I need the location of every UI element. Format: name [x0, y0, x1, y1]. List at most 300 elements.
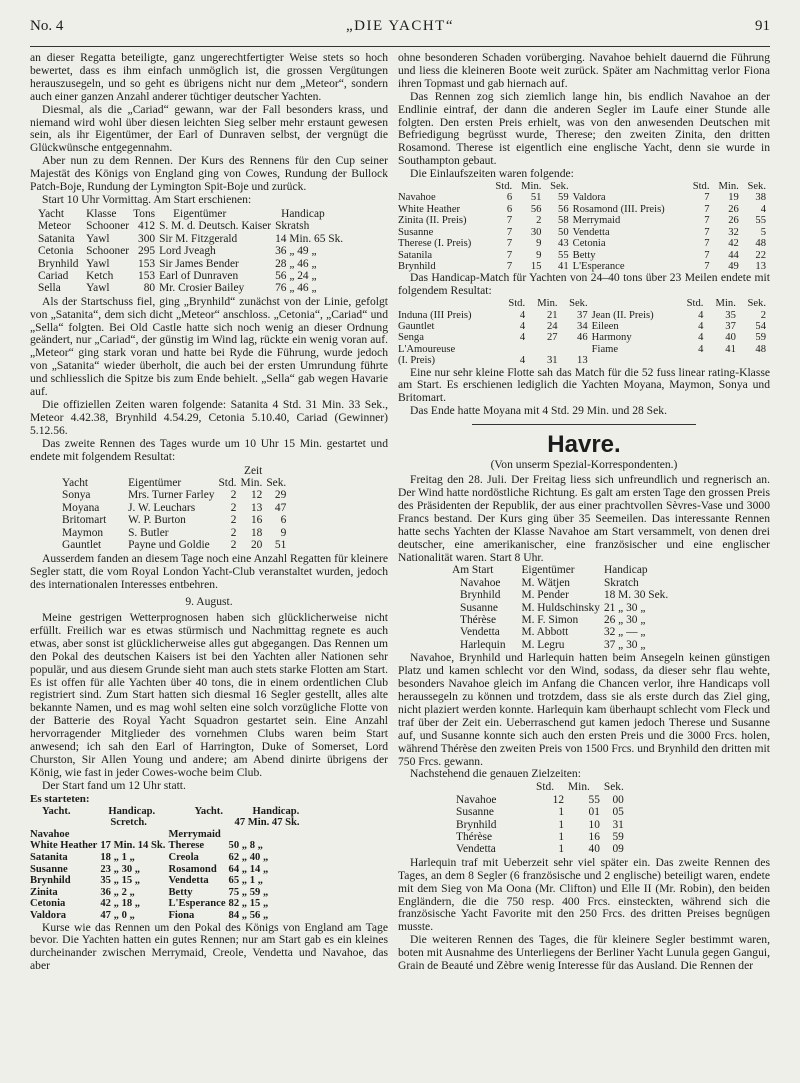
table-cell [562, 344, 592, 355]
table-cell: 6 [280, 514, 287, 527]
table-cell: Vendetta [572, 226, 610, 238]
col-header [398, 298, 501, 309]
table-cell: M. Huldschinsky [521, 601, 600, 614]
col-header: Std. [686, 298, 704, 310]
paragraph: Die Einlaufszeiten waren folgende: [410, 167, 574, 181]
table-cell: 18 [250, 526, 263, 539]
col-header: Min. [568, 781, 590, 794]
table-cell: Vendetta [460, 626, 500, 639]
table-cell: Navahoe [460, 576, 501, 589]
table-cell: M. Legru [521, 638, 565, 651]
table-cell: Sir M. Fitzgerald [159, 232, 238, 245]
col-header: Std. [536, 781, 555, 794]
table-cell: 2 [230, 501, 237, 514]
table-cell: Therese (I. Preis) [398, 238, 472, 250]
table-cell [592, 355, 680, 366]
table-cell: Earl of Dunraven [159, 269, 239, 282]
col-header: Am Start [452, 564, 494, 577]
table-cell: 51 [530, 192, 542, 204]
table-cell: Britomart [62, 514, 107, 527]
table-row [48, 514, 290, 526]
table-cell: 28 „ 46 „ [275, 257, 317, 270]
table-cell: (I. Preis) [398, 355, 436, 367]
table-cell: 37 [577, 309, 588, 321]
col-header: Handicap. [108, 805, 156, 817]
table-cell: Susanne [456, 806, 494, 819]
table-cell: 21 „ 30 „ [603, 601, 646, 614]
table-cell: 42 „ 18 „ [100, 898, 141, 910]
table-cell: 300 [138, 232, 156, 245]
table-cell: M. Pender [521, 589, 569, 602]
table-cell: 2 [230, 489, 237, 502]
table-cell: 7 [704, 260, 710, 272]
paragraph: Das Rennen zog sich ziemlich lange hin, bis endlich Navahoe an der Endlinie eintraf, der dann die anderen Segler im Laufe einer Stunde alle folgten. Den ersten Preis erhielt, was von den anwesenden Deutschen mit Befriedigung begrüsst wurde, Therese; den zweiten Zinita, den dritten Rosamond. Therese ist eigentlich eine englische Yacht, denn sie wurde in Southampton gebaut. [398, 89, 770, 168]
table-cell: 7 [704, 215, 710, 227]
table-cell: 56 [530, 203, 542, 215]
table-cell: Navahoe [456, 793, 497, 806]
table-cell: 2 [536, 215, 542, 227]
table-row [38, 245, 347, 257]
table-cell: Cetonia [572, 238, 606, 250]
table-cell: 7 [704, 238, 710, 250]
table-row [398, 355, 770, 366]
date-heading: 9. August. [185, 595, 233, 609]
table-cell: 412 [138, 220, 156, 233]
col-subheader: Scretch. [110, 817, 147, 829]
table-cell: 59 [558, 192, 569, 204]
table-cell [680, 355, 708, 366]
table-cell: 9 [536, 238, 542, 250]
table-cell: 17 Min. 14 Sk. [100, 840, 166, 852]
col-header [573, 181, 689, 192]
table-cell: 76 „ 46 „ [275, 282, 317, 295]
table-cell: 19 [728, 192, 739, 204]
table-cell: 35 [725, 309, 736, 321]
table-cell: 82 „ 15 „ [228, 898, 269, 910]
col-header: Yacht. [194, 805, 223, 817]
table-cell: 31 [546, 355, 558, 367]
table-cell: Jean (II. Preis) [591, 309, 654, 321]
table-cell: Brynhild [456, 818, 497, 831]
table-cell: 4 [698, 332, 704, 344]
table-cell: Harlequin [460, 638, 506, 651]
table-row [398, 321, 770, 332]
table-row [38, 282, 347, 294]
col-header: Handicap [281, 207, 325, 220]
issue-number: No. 4 [30, 18, 64, 34]
section-title: Havre. [547, 431, 621, 459]
table-row [398, 310, 770, 321]
table-cell: Satanila [398, 249, 433, 261]
table-cell [100, 829, 168, 841]
table-cell: Skratch [603, 576, 639, 589]
table-row [452, 626, 672, 638]
left-column [30, 52, 388, 973]
col-header: Min. [537, 298, 558, 310]
table-cell: Navahoe [30, 828, 70, 840]
header-rule [30, 46, 770, 47]
paragraph: ohne besonderen Schaden vorüberging. Navahoe behielt dauernd die Führung und liess die kleineren Boote weit zurück. Später am Nachmittag verlor Fiona ihren Topmast und gab hiernach auf. [398, 51, 770, 90]
table-cell: Skratsh [275, 220, 310, 233]
table-row [30, 898, 303, 910]
col-header: Yacht. [42, 805, 71, 817]
table-cell: 12 [250, 489, 263, 502]
table-cell: 13 [250, 501, 263, 514]
header-row [398, 181, 770, 192]
table-cell: 35 „ 15 „ [100, 875, 141, 887]
table-cell: Mr. Crosier Bailey [159, 282, 245, 295]
table-cell [740, 355, 770, 366]
table-cell: 4 [760, 203, 766, 215]
table-cell: 47 „ 0 „ [100, 909, 135, 921]
table-cell: 26 [728, 203, 739, 215]
table-cell: 50 [558, 226, 569, 238]
col-header: Std. [218, 476, 237, 489]
table-cell: 2 [230, 514, 237, 527]
table-cell: 58 [558, 215, 569, 227]
table-cell [707, 355, 739, 366]
table-cell: 80 [143, 282, 156, 295]
table-cell: M. Wätjen [521, 576, 570, 589]
col-header [398, 181, 491, 192]
paragraph: Meine gestrigen Wetterprognosen haben sich glücklicherweise nicht erfüllt. Freilich war es etwas stürmisch und Nachmittag regnete es auch etwas, aber sonst ist glücklicherweise alles gut abgegangen. Das Rennen um den Pokal des deutschen Kaisers ist bei den Yachten aller Nationen sehr populär, und aus diesem Grunde sieht man auch stets starke Flotten am Start. Es ist offen für alle Yachten über 40 tons, die in einem ordentlichen Club registriert sind. Zum Start hatten sich diesmal 16 Segler gestellt, alles alte bekannte Namen, und es mag wohl selten eine solch vorzügliche Flotte von der Batterie des Royal Yacht Squadron gestartet sein. Eine Anzahl hervorragender Mitglieder des vornehmen Clubs waren beim Start anwesend; ich sah den Earl of Harrington, Duke of Somerset, Lord Churston, Sir Allen Young und andere; am Abend dinirte übrigens der König, wie fast in jeder Cowes-woche beim Club. [30, 610, 388, 779]
table-cell: 2 [760, 309, 766, 321]
table-cell: 1 [558, 830, 565, 843]
col-header: Klasse [86, 207, 117, 220]
table-cell: M. Abbott [521, 626, 569, 639]
table-cell: 4 [519, 332, 526, 344]
paragraph: an dieser Regatta beteiligte, ganz ungerechtfertigter Weise stets so hoch bewertet, dass es ihm einfach unmöglich ist, die grossen Vergütungen herauszusegeln, und so geht es übrigens nicht nur dem „Meteor“, sondern auch einer ganzen Anzahl anderer tüchtiger deutscher Yachten. [30, 51, 388, 103]
table-cell: Meteor [38, 220, 71, 233]
col-header: Sek. [266, 476, 287, 489]
table-cell: Brynhild [30, 875, 71, 887]
table-cell: 22 [755, 249, 766, 261]
table-row [398, 238, 770, 249]
table-cell: 6 [506, 192, 513, 204]
table-cell: 153 [138, 269, 156, 282]
table-cell: 6 [506, 203, 513, 215]
table-cell: 56 „ 24 „ [275, 269, 317, 282]
table-cell: Betty [168, 886, 193, 898]
paragraph: Aber nun zu dem Rennen. Der Kurs des Rennens für den Cup seiner Majestät des Königs von England ging von Cowes, Rundung der Bullock Patch-Boje, Rundung der Lymington Spit-Boje und zurück. [30, 154, 388, 194]
table-cell: Merrymaid [572, 215, 621, 227]
table-cell: 15 [530, 260, 542, 272]
table-cell: 34 [577, 320, 588, 332]
table-row [398, 332, 770, 343]
table-cell: 2 [230, 526, 237, 539]
table-cell: Zinita [30, 886, 58, 898]
table-cell: 27 [546, 332, 558, 344]
table-row [398, 227, 770, 238]
table-cell: 26 „ 30 „ [603, 614, 646, 627]
col-header: Sek. [550, 181, 569, 193]
col-header: Handicap [603, 564, 648, 577]
right-column [398, 52, 770, 973]
table-cell: 55 [588, 793, 600, 806]
table-row [48, 527, 290, 539]
table-cell: W. P. Burton [128, 514, 186, 527]
table-cell: Brynhild [460, 589, 501, 602]
paragraph: Harlequin traf mit Ueberzeit sehr viel später ein. Das zweite Rennen des Tages, an dem 8 Segler (6 französische und 2 englische) beteiligt waren, endete mit dem Sieg von Ma Oona (Mr. Clifton) und Elle II (Mr. Robin), den beiden Engländern, die die 750 resp. 400 Frcs. einsteckten, während sich die französische Yacht Favorite mit den 250 Frcs. des dritten Preises begnügen musste. [398, 855, 770, 934]
table-row [30, 910, 303, 922]
table-cell: 40 [588, 843, 600, 856]
table-cell: 13 [755, 260, 766, 272]
table-row [38, 233, 347, 245]
table-cell: 16 [588, 830, 600, 843]
table-cell: L'Amoureuse [398, 343, 456, 355]
table-cell: 40 [725, 332, 736, 344]
table-row [38, 258, 347, 270]
table-title: Es starteten: [30, 792, 90, 805]
table-cell: Cariad [38, 269, 69, 282]
col-header: Std. [508, 298, 526, 310]
table-cell: 7 [506, 215, 513, 227]
table-cell: Rosamond (III. Preis) [572, 203, 665, 215]
table-cell: Therese [168, 840, 205, 852]
table-cell: Payne und Goldie [128, 538, 210, 551]
table-cell: 59 [612, 830, 624, 843]
finish-times-table [398, 181, 770, 272]
zeit-label: Zeit [244, 464, 263, 477]
table-cell: 12 [552, 793, 565, 806]
table-cell: 55 [755, 215, 766, 227]
table-cell: 23 „ 30 „ [100, 863, 141, 875]
table-cell: 18 M. 30 Sek. [603, 589, 669, 602]
table-row [452, 589, 672, 601]
table-cell: Navahoe [398, 192, 436, 204]
paragraph: Die offiziellen Zeiten waren folgende: Satanita 4 Std. 31 Min. 33 Sek., Meteor 4.42.38, Brynhild 4.54.29, Cetonia 5.10.40, Cariad (Gewinner) 5.12.56. [30, 397, 388, 437]
table-cell: Mrs. Turner Farley [128, 489, 215, 502]
table-cell: Satanita [38, 232, 75, 245]
paragraph: Die weiteren Rennen des Tages, die für kleinere Segler bestimmt waren, boten mit Ausnahme des Unterliegens der Berliner Yacht Lunula gegen Gangui, Grain de Beauté und Zèbre wenig Interesse für das Ausland. Die Rennen der [398, 933, 770, 973]
table-cell: Schooner [86, 245, 130, 258]
table-cell: 41 [725, 343, 736, 355]
table-cell: 62 „ 40 „ [228, 851, 269, 863]
table-row [30, 852, 303, 864]
table-cell: Ketch [86, 269, 114, 282]
table-cell: 18 „ 1 „ [100, 851, 135, 863]
paragraph: Als der Startschuss fiel, ging „Brynhild“ zunächst von der Linie, gefolgt von „Satanita“, dem sich dicht „Meteor“ anschloss. „Cetonia“, „Cariad“ und „Sella“ folgten. Bei Old Castle hatte sich noch wenig an dieser Ordnung geändert, nur „Cariad“, der günstig im Wind lag, rückte ein wenig voran auf. „Meteor“ ging stark voran und hatte bei Ryde die Führung, wurde jedoch von „Satanita“ wieder überholt, die auch bei der ersten Umrundung führte und schliesslich die Spitze bis zum Ende behielt. „Sella“ gab wegen Havarie auf. [30, 294, 388, 399]
table-cell: Satanita [30, 851, 68, 863]
table-cell: L'Esperance [572, 260, 625, 272]
table-cell: 7 [506, 226, 513, 238]
table-cell: Lord Jveagh [159, 245, 216, 258]
table-cell: 47 [274, 501, 287, 514]
col-header: Tons [133, 207, 156, 220]
table-cell: 46 [577, 332, 588, 344]
table-row [38, 220, 347, 232]
table-cell: 14 Min. 65 Sk. [275, 232, 344, 245]
table-cell: 7 [704, 226, 710, 238]
table-cell: 7 [506, 260, 513, 272]
table-cell: 16 [250, 514, 263, 527]
col-header: Eigentümer [128, 476, 182, 489]
table-row [446, 831, 628, 843]
page-number: 91 [755, 18, 770, 34]
table-cell: 42 [728, 238, 739, 250]
col-header: Min. [240, 476, 263, 489]
start-table-cup [38, 208, 347, 295]
table-cell: 4 [519, 355, 526, 367]
table-cell: Creola [168, 851, 199, 863]
table-cell: Fiame [591, 343, 619, 355]
table-cell: 01 [588, 806, 600, 819]
paragraph: Nachstehend die genauen Zielzeiten: [410, 767, 581, 781]
table-row [30, 829, 303, 841]
table-cell: 50 „ 8 „ [228, 840, 263, 852]
table-cell: Yawl [86, 257, 110, 270]
table-cell: 1 [558, 806, 565, 819]
table-cell: 36 „ 49 „ [275, 245, 317, 258]
table-cell: Susanne [460, 601, 498, 614]
col-header: Std. [495, 181, 513, 193]
paragraph: Kurse wie das Rennen um den Pokal des Königs von England am Tage bevor. Die Yachten hatten ein gutes Rennen; nur am Start gab es ein kleines durcheinander zwischen Merrymaid, Creole, Vendetta und Navahoe, das aber [30, 920, 388, 973]
table-cell: Valdora [30, 909, 67, 921]
col-header: Std. [692, 181, 710, 193]
table-row [398, 204, 770, 215]
table-row [48, 539, 290, 551]
table-cell: L'Esperance [168, 898, 226, 910]
col-header: Sek. [569, 298, 588, 310]
table-cell: Vendetta [456, 843, 496, 856]
col-header: Min. [718, 181, 739, 193]
table-row [30, 840, 303, 852]
table-cell: 24 [546, 320, 558, 332]
table-cell: 00 [612, 793, 624, 806]
table-cell: 29 [274, 489, 287, 502]
paragraph: Das Ende hatte Moyana mit 4 Std. 29 Min. und 28 Sek. [410, 404, 667, 418]
table-row [446, 794, 628, 806]
table-cell: 21 [546, 309, 558, 321]
table-cell: 84 „ 56 „ [228, 909, 269, 921]
table-row [446, 843, 628, 855]
paragraph: Das Handicap-Match für Yachten von 24–40 tons über 23 Meilen endete mit folgendem Resultat: [398, 271, 770, 298]
table-cell: Thérèse [456, 830, 493, 843]
table-cell: Brynhild [398, 260, 436, 272]
table-cell: 4 [698, 320, 704, 332]
col-header: Sek. [747, 181, 766, 193]
table-cell: Sella [38, 282, 61, 295]
col-header: Sek. [603, 781, 624, 794]
col-subheader: 47 Min. 47 Sk. [234, 817, 300, 829]
table-cell: 56 [558, 203, 569, 215]
table-cell: 37 „ 30 „ [603, 638, 646, 651]
table-row [452, 639, 672, 651]
table-cell: 65 „ 1 „ [228, 875, 263, 887]
table-cell [229, 829, 303, 841]
col-header [446, 781, 536, 793]
table-cell: Valdora [572, 192, 606, 204]
table-cell: Sir James Bender [159, 257, 239, 270]
table-cell: 32 [728, 226, 739, 238]
col-header: Eigentümer [173, 207, 227, 220]
table-cell: 295 [138, 245, 156, 258]
table-row [48, 502, 290, 514]
table-cell [501, 344, 529, 355]
table-cell: M. F. Simon [521, 614, 579, 627]
havre-start-table [452, 564, 672, 651]
table-cell: Schooner [86, 220, 130, 233]
table-row [30, 875, 303, 887]
havre-finish-table [446, 781, 628, 855]
table-cell: 4 [519, 309, 526, 321]
table-cell: 1 [558, 818, 565, 831]
table-cell: Maymon [62, 526, 104, 539]
table-row [446, 806, 628, 818]
table-cell: Betty [572, 249, 596, 261]
table-cell: 32 „ — „ [603, 626, 646, 639]
table-cell: 5 [760, 226, 766, 238]
table-cell: 9 [280, 526, 287, 539]
col-header [592, 298, 680, 309]
paragraph: Freitag den 28. Juli. Der Freitag liess sich unfreundlich und regnerisch an. Der Wind hatte nordöstliche Richtung. Es galt am ersten Tage den grossen Preis des Präsidenten der Republik, der aus einer prachtvollen Sèvres-Vase und 3000 Francs bestand. Der Kurs ging über 35 Seemeilen. Das interessante Rennen hatte sechs Yachten der Klasse Navahoe am Start versammelt, von denen drei deutscher, eine amerikanischer, eine französischer und eine englischer Nationalität waren. Start 8 Uhr. [398, 473, 770, 564]
col-header: Yacht [38, 207, 65, 220]
table-cell: Sonya [62, 489, 91, 502]
starters-table [30, 806, 303, 922]
table-row [38, 270, 347, 282]
table-cell: 05 [612, 806, 624, 819]
table-cell: 49 [728, 260, 739, 272]
paragraph: Navahoe, Brynhild und Harlequin hatten beim Ansegeln keinen günstigen Platz und kamen schlecht vor den Wind, sodass, da dieser sehr flau wehte, besonders Navahoe gleich im Anfang die Chancen verlor, ihre Handicaps voll heraussegeln zu können und trotzdem, dass sie als erste durch das Ziel ging, nicht plaziert werden konnte. Harlequin kam überhaupt schlecht vom Fleck und traf über der Zeit ein. Ueberraschend gut kamen jedoch Therese und Susanne auf, und Susanne konnte sich auch den ersten Preis und die 3000 Frcs. holen, während Thérèse den zweiten Preis von 1500 Frcs. und Brynhild den dritten mit 750 Frcs. gewann. [398, 651, 770, 768]
header-row [398, 298, 770, 309]
col-header: Eigentümer [521, 564, 575, 577]
table-cell: Yawl [86, 282, 110, 295]
table-row [30, 887, 303, 899]
table-cell: Gauntlet [62, 538, 102, 551]
table-cell: S. M. d. Deutsch. Kaiser [159, 220, 272, 233]
paragraph: Eine nur sehr kleine Flotte sah das Match für die 52 fuss linear rating-Klasse am Start. Es erschienen lediglich die Yachten Moyana, Maymon, Sonya und Britomart. [398, 365, 770, 405]
col-header: Min. [521, 181, 542, 193]
table-cell: 55 [558, 249, 569, 261]
table-cell: Induna (III Preis) [398, 309, 472, 321]
table-cell: Rosamond [168, 863, 217, 875]
table-cell: Merrymaid [168, 828, 221, 840]
paragraph: Diesmal, als die „Cariad“ gewann, war der Fall besonders krass, und niemand wird wohl über diesen leichten Sieg selber mehr erstaunt gewesen sein, als ihr Eigentümer, der Earl of Dunraven selbst, der vergnügt die Glückwünsche entgegennahm. [30, 102, 388, 155]
table-cell: 75 „ 59 „ [228, 886, 269, 898]
paragraph: Der Start fand um 12 Uhr statt. [42, 778, 186, 792]
table-cell: 48 [755, 238, 766, 250]
table-cell: Brynhild [38, 257, 79, 270]
table-cell: 54 [755, 320, 766, 332]
table-cell: White Heather [398, 203, 461, 215]
col-header: Min. [715, 298, 736, 310]
magazine-title: „DIE YACHT“ [345, 18, 454, 34]
table-row [398, 344, 770, 355]
table-row [446, 819, 628, 831]
col-header: Yacht [62, 476, 89, 489]
table-cell: 44 [728, 249, 739, 261]
table-cell: 7 [704, 249, 710, 261]
table-cell: 37 [725, 320, 736, 332]
table-row [452, 614, 672, 626]
table-row [452, 577, 672, 589]
table-cell: 26 [728, 215, 739, 227]
table-cell: 10 [588, 818, 600, 831]
table-cell: 38 [755, 192, 766, 204]
table-cell: 59 [755, 332, 766, 344]
table-cell: White Heather [30, 840, 98, 852]
table-cell: Thérèse [460, 614, 497, 627]
table-cell [529, 344, 561, 355]
paragraph: Ausserdem fanden an diesem Tage noch eine Anzahl Regatten für kleinere Segler statt, die vom Royal London Yacht-Club veranstaltet wurden, jedoch des internationalen Interesses entbehren. [30, 552, 388, 592]
table-cell: 1 [558, 843, 565, 856]
table-row [48, 489, 290, 501]
table-cell: Susanne [398, 226, 434, 238]
paragraph: Das zweite Rennen des Tages wurde um 10 Uhr 15 Min. gestartet und endete mit folgendem Resultat: [30, 436, 388, 463]
table-cell: 09 [612, 843, 624, 856]
table-cell: 2 [230, 538, 237, 551]
table-cell: Cetonia [30, 898, 66, 910]
